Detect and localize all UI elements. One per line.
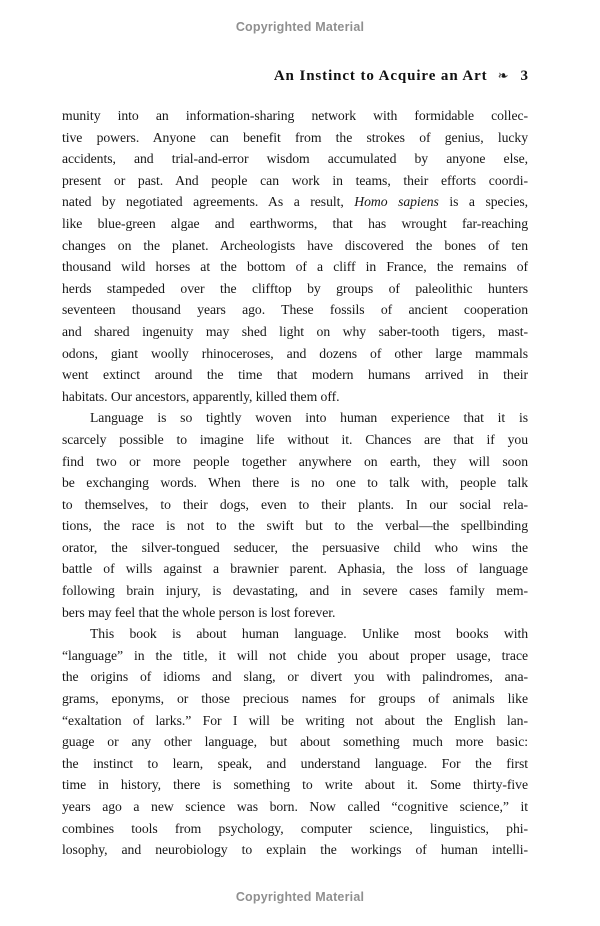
text-line: grams, eponyms, or those precious names for groups of animals like	[62, 691, 528, 707]
text-line: following brain injury, is devastating, and in severe cases family mem-	[62, 583, 528, 599]
text-line: changes on the planet. Archeologists have discovered the bones of ten	[62, 237, 528, 253]
text-line: tions, the race is not to the swift but to the verbal—the spellbinding	[62, 518, 528, 534]
text-line: find two or more people together anywhere on earth, they will soon	[62, 453, 528, 469]
text-line: like blue-green algae and earthworms, that has wrought far-reaching	[62, 215, 528, 231]
text-line: seventeen thousand years ago. These fossils of ancient cooperation	[62, 302, 528, 318]
text-line: “language” in the title, it will not chide you about proper usage, trace	[62, 647, 528, 663]
text-line: habitats. Our ancestors, apparently, killed them off.	[62, 388, 340, 404]
text-line: present or past. And people can work in teams, their efforts coordi-	[62, 172, 528, 188]
text-line: the instinct to learn, speak, and understand language. For the first	[62, 755, 528, 771]
text-line: went extinct around the time that modern humans arrived in their	[62, 367, 528, 383]
text-line: time in history, there is something to write about it. Some thirty-five	[62, 777, 528, 793]
text-line: nated by negotiated agreements. As a result, Homo sapiens is a species,	[62, 194, 529, 210]
page-number: 3	[520, 68, 528, 84]
text-line: “exaltation of larks.” For I will be writing not about the English lan-	[62, 712, 528, 728]
text-line: battle of wills against a brawnier parent. Aphasia, the loss of language	[62, 561, 528, 577]
body-text	[62, 105, 528, 861]
copyright-notice-top: Copyrighted Material	[235, 20, 365, 34]
text-line: the origins of idioms and slang, or divert you with palindromes, ana-	[62, 669, 528, 685]
text-line: and shared ingenuity may shed light on why saber-tooth tigers, mast-	[62, 323, 528, 339]
text-line: tive powers. Anyone can benefit from the strokes of genius, lucky	[62, 129, 528, 145]
text-line: combines tools from psychology, computer science, linguistics, phi-	[62, 820, 528, 836]
paragraph	[62, 407, 528, 623]
running-head	[62, 68, 528, 85]
paragraph	[62, 623, 528, 861]
text-line: This book is about human language. Unlike most books with	[90, 626, 528, 642]
text-line: herds stampeded over the clifftop by groups of paleolithic hunters	[62, 280, 528, 296]
text-line: scarcely possible to imagine life without it. Chances are that if you	[62, 431, 528, 447]
text-line: orator, the silver-tongued seducer, the persuasive child who wins the	[62, 539, 528, 555]
paragraph	[62, 105, 528, 407]
text-line: losophy, and neurobiology to explain the workings of human intelli-	[62, 842, 528, 858]
text-line: to themselves, to their dogs, even to their plants. In our social rela-	[62, 496, 528, 512]
copyright-notice-bottom: Copyrighted Material	[235, 890, 365, 904]
text-line: Language is so tightly woven into human experience that it is	[90, 410, 528, 426]
text-line: years ago a new science was born. Now called “cognitive science,” it	[62, 799, 528, 814]
text-line: munity into an information-sharing network with formidable collec-	[62, 108, 528, 123]
text-line: odons, giant woolly rhinoceroses, and dozens of other large mammals	[62, 345, 528, 361]
text-line: bers may feel that the whole person is lost forever.	[62, 604, 336, 620]
fleuron-ornament-icon: ❧	[497, 69, 509, 84]
text-line: accidents, and trial-and-error wisdom accumulated by anyone else,	[62, 151, 528, 167]
text-line: guage or any other language, but about something much more basic:	[62, 734, 528, 750]
text-line: be exchanging words. When there is no one to talk with, people talk	[62, 475, 528, 491]
running-head-title: An Instinct to Acquire an Art	[273, 68, 488, 84]
text-line: thousand wild horses at the bottom of a cliff in France, the remains of	[62, 259, 528, 275]
